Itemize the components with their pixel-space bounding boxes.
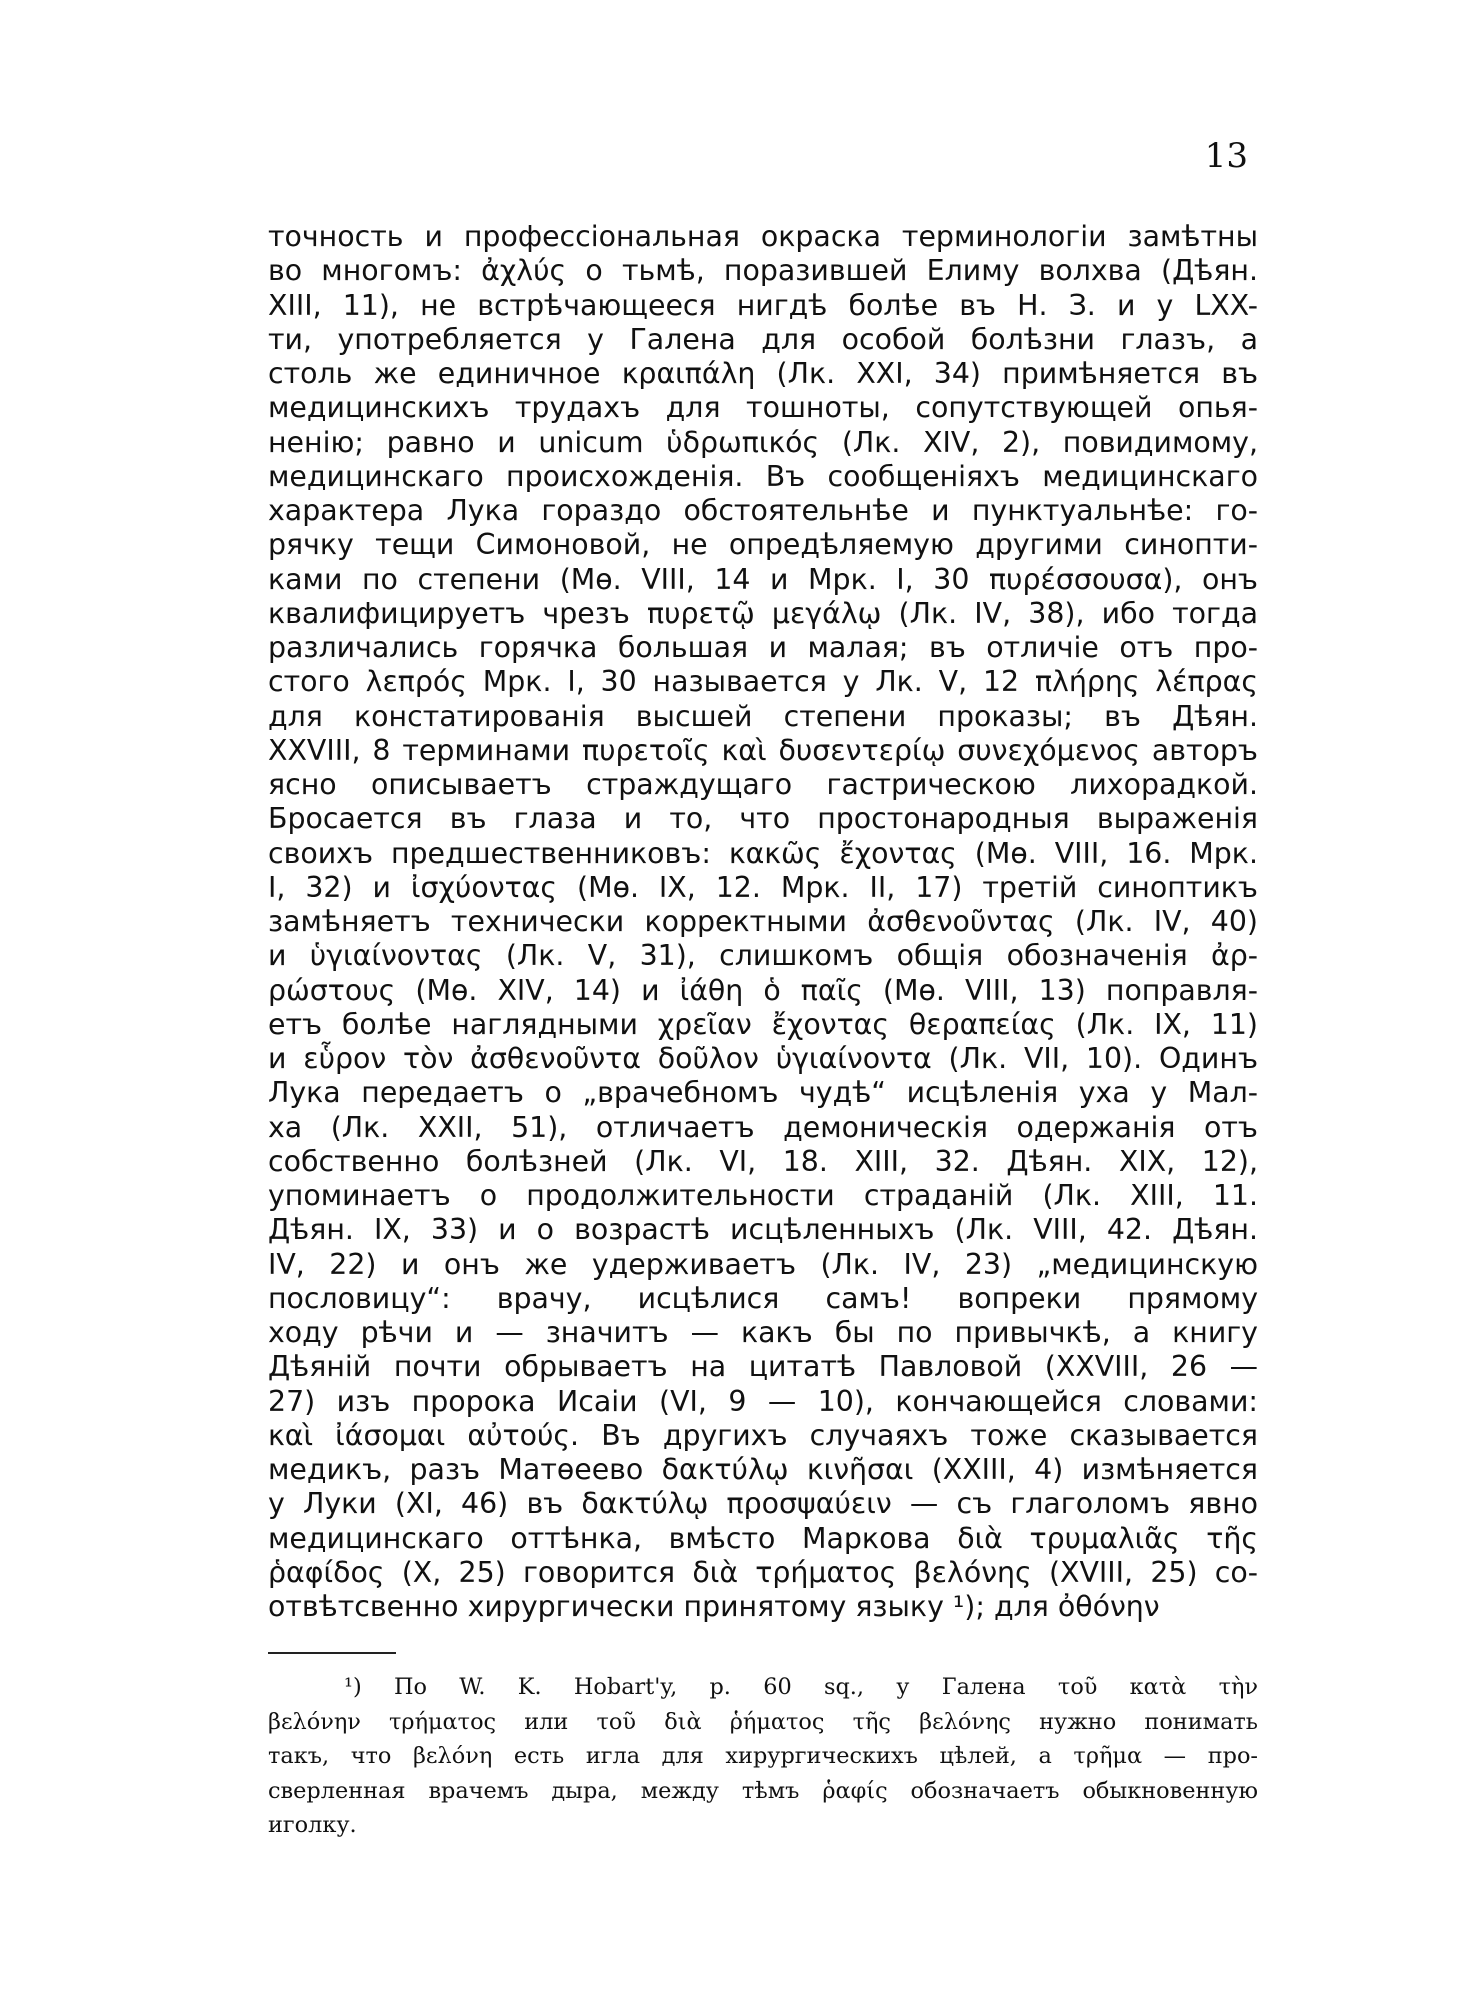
- text-line: Лука передаетъ о „врачебномъ чудѣ“ исцѣленія уха у Мал-: [268, 1076, 1258, 1110]
- text-line: ходу рѣчи и — значитъ — какъ бы по привычкѣ, а книгу: [268, 1316, 1258, 1349]
- text-line: характера Лука гораздо обстоятельнѣе и пунктуальнѣе: го-: [268, 494, 1258, 527]
- text-line: у Луки (XI, 46) въ δακτύλῳ προσψαύειν — съ глаголомъ явно: [268, 1487, 1258, 1521]
- text-line: точность и профессіональная окраска терминологіи замѣтны: [268, 220, 1258, 253]
- footnote-line: иголку.: [268, 1812, 357, 1838]
- text-line: XXVIII, 8 терминами πυρετοῖς καὶ δυσεντερίῳ συνεχόμενος авторъ: [268, 733, 1258, 767]
- text-line: стого λεπρός Мрк. I, 30 называется у Лк. V, 12 πλήρης λέπρας: [268, 665, 1258, 699]
- text-line: I, 32) и ἰσχύοντας (Мѳ. IX, 12. Мрк. II, 17) третій синоптикъ: [268, 870, 1258, 904]
- text-line: ками по степени (Мѳ. VIII, 14 и Мрк. I, 30 πυρέσσουσα), онъ: [268, 562, 1258, 596]
- footnote-line: такъ, что βελόνη есть игла для хирургическихъ цѣлей, а τρῆμα — про-: [268, 1743, 1258, 1769]
- text-line: ῥαφίδος (X, 25) говорится διὰ τρήματος βελόνης (XVIII, 25) со-: [268, 1555, 1258, 1589]
- text-line: медикъ, разъ Матѳеево δακτύλῳ κινῆσαι (XXIII, 4) измѣняется: [268, 1453, 1258, 1486]
- text-line: медицинскаго оттѣнка, вмѣсто Маркова διὰ τρυμαλιᾶς τῆς: [268, 1521, 1258, 1555]
- text-line: столь же единичное κραιπάλη (Лк. XXI, 34) примѣняется въ: [268, 357, 1258, 390]
- text-line: рячку тещи Симоновой, не опредѣляемую другими синопти-: [268, 528, 1258, 562]
- text-line: ρώστους (Мѳ. XIV, 14) и ἰάθη ὁ παῖς (Мѳ. VIII, 13) поправля-: [268, 973, 1258, 1007]
- text-line: и εὗρον τὸν ἀσθενοῦντα δοῦλον ὑγιαίνοντα (Лк. VII, 10). Одинъ: [268, 1042, 1258, 1075]
- text-line: квалифицируетъ чрезъ πυρετῷ μεγάλῳ (Лк. IV, 38), ибо тогда: [268, 596, 1258, 630]
- text-line: XIII, 11), не встрѣчающееся нигдѣ болѣе въ Н. З. и у LXX-: [268, 288, 1258, 322]
- footnote-separator: [268, 1652, 396, 1654]
- text-line: етъ болѣе наглядными χρεῖαν ἔχοντας θεραπείας (Лк. IX, 11): [268, 1007, 1258, 1041]
- text-line: медицинскаго происхожденія. Въ сообщеніяхъ медицинскаго: [268, 459, 1258, 493]
- text-line: упоминаетъ о продолжительности страданій (Лк. XIII, 11.: [268, 1179, 1258, 1212]
- text-line: для констатированія высшей степени проказы; въ Дѣян.: [268, 699, 1258, 733]
- footnote-line: βελόνην τρήματος или τοῦ διὰ ῥήματος τῆς βελόνης нужно понимать: [268, 1708, 1258, 1735]
- text-line: ти, употребляется у Галена для особой болѣзни глазъ, а: [268, 322, 1258, 356]
- text-line: Бросается въ глаза и то, что простонародныя выраженія: [268, 802, 1258, 836]
- text-line: ясно описываетъ страждущаго гастрическою лихорадкой.: [268, 768, 1258, 801]
- text-line: 27) изъ пророка Исаіи (VI, 9 — 10), кончающейся словами:: [268, 1384, 1258, 1418]
- footnote-line: сверленная врачемъ дыра, между тѣмъ ῥαφίς обозначаетъ обыкновенную: [268, 1777, 1258, 1804]
- text-line: своихъ предшественниковъ: κακῶς ἔχοντας (Мѳ. VIII, 16. Мрк.: [268, 836, 1258, 870]
- text-line: IV, 22) и онъ же удерживаетъ (Лк. IV, 23) „медицинскую: [268, 1247, 1258, 1281]
- footnote-block: [268, 1670, 1258, 1843]
- text-line: пословицу“: врачу, исцѣлися самъ! вопреки прямому: [268, 1281, 1258, 1315]
- page-number: 13: [1204, 136, 1248, 176]
- text-line: Дѣяній почти обрываетъ на цитатѣ Павловой (XXVIII, 26 —: [268, 1350, 1258, 1384]
- text-line: отвѣтсвенно хирургически принятому языку ¹); для ὀθόνην: [268, 1590, 1160, 1623]
- text-line: ха (Лк. XXII, 51), отличаетъ демоническія одержанія отъ: [268, 1110, 1258, 1144]
- text-line: различались горячка большая и малая; въ отличіе отъ про-: [268, 631, 1258, 664]
- text-line: и ὑγιαίνοντας (Лк. V, 31), слишкомъ общія обозначенія ἀρ-: [268, 939, 1258, 973]
- text-line: во многомъ: ἀχλύς о тьмѣ, поразившей Елиму волхва (Дѣян.: [268, 254, 1258, 288]
- text-line: замѣняетъ технически корректными ἀσθενοῦντας (Лк. IV, 40): [268, 905, 1258, 938]
- text-line: собственно болѣзней (Лк. VI, 18. XIII, 32. Дѣян. XIX, 12),: [268, 1144, 1258, 1178]
- main-text-block: [268, 220, 1258, 1624]
- text-line: медицинскихъ трудахъ для тошноты, сопутствующей опья-: [268, 391, 1258, 425]
- footnote-line: ¹) По W. K. Hobart'y, p. 60 sq., у Галена τοῦ κατὰ τὴν: [344, 1674, 1258, 1700]
- text-line: Дѣян. IX, 33) и о возрастѣ исцѣленныхъ (Лк. VIII, 42. Дѣян.: [268, 1213, 1258, 1247]
- text-line: καὶ ἰάσομαι αὐτούς. Въ другихъ случаяхъ тоже сказывается: [268, 1418, 1258, 1452]
- text-line: ненію; равно и unicum ὑδρωπικός (Лк. XIV, 2), повидимому,: [268, 425, 1258, 459]
